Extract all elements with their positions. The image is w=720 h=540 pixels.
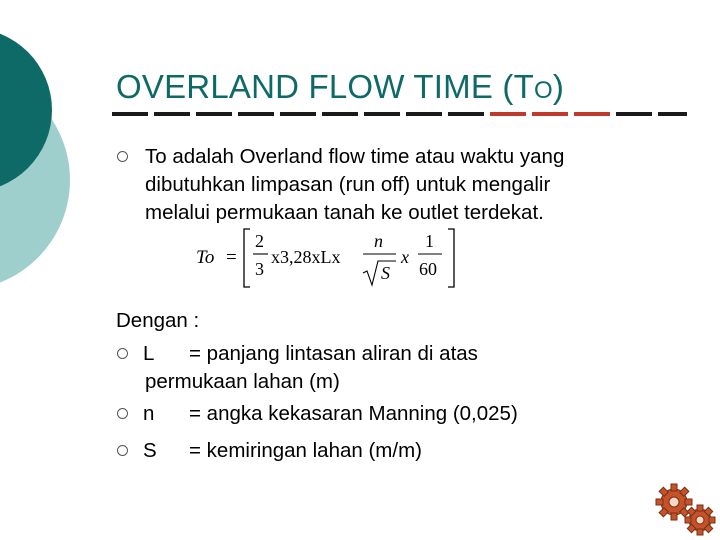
formula-times: x [401, 247, 409, 267]
rule-segment [238, 112, 274, 116]
formula-middle: x3,28xLx [271, 247, 341, 267]
left-bracket [244, 229, 250, 287]
sqrt-icon [363, 261, 396, 285]
definition-L-cont: permukaan lahan (m) [145, 370, 340, 393]
rule-segment [448, 112, 484, 116]
frac1-den: 3 [255, 259, 264, 279]
title-close: ) [552, 68, 565, 105]
rule-segment [112, 112, 148, 116]
formula [192, 225, 467, 291]
rule-segment [490, 112, 526, 116]
frac2-num: n [374, 231, 383, 251]
definition-text: = angka kekasaran Manning (0,025) [189, 402, 518, 425]
frac3-num: 1 [425, 231, 434, 251]
bullet1-line3: melalui permukaan tanah ke outlet terdekat. [145, 201, 544, 224]
frac1-num: 2 [255, 231, 264, 251]
decorative-circles [0, 0, 80, 300]
bullet-icon [117, 445, 128, 456]
title-underline [112, 112, 687, 118]
definition-n [143, 401, 518, 427]
rule-segment [364, 112, 400, 116]
definition-symbol: S [143, 439, 157, 462]
bullet-icon [117, 151, 128, 162]
frac2-den: S [381, 263, 390, 283]
rule-segment [574, 112, 610, 116]
bullet-icon [117, 348, 128, 359]
rule-segment [406, 112, 442, 116]
rule-segment [532, 112, 568, 116]
definition-L [143, 341, 478, 367]
rule-segment [658, 112, 687, 116]
right-bracket [448, 229, 454, 287]
bullet-icon [117, 408, 128, 419]
rule-segment [196, 112, 232, 116]
rule-segment [322, 112, 358, 116]
definition-text: = kemiringan lahan (m/m) [189, 439, 422, 462]
title-subscript: O [533, 77, 553, 104]
rule-segment [616, 112, 652, 116]
bullet1-line1: To adalah Overland flow time atau waktu yang [145, 145, 565, 168]
definition-symbol: n [143, 402, 155, 425]
bullet1-line2: dibutuhkan limpasan (run off) untuk mengalir [145, 173, 551, 196]
rule-segment [280, 112, 316, 116]
rule-segment [154, 112, 190, 116]
definition-symbol: L [143, 342, 155, 365]
title-main: OVERLAND FLOW TIME (T [116, 68, 534, 105]
formula-equals: = [226, 247, 237, 268]
frac3-den: 60 [419, 259, 437, 279]
slide-title [116, 68, 564, 106]
definition-text: = panjang lintasan aliran di atas [189, 342, 478, 365]
formula-lhs: To [196, 247, 215, 268]
definition-S [143, 438, 422, 464]
dengan-label: Dengan : [116, 309, 200, 332]
gears-icon [652, 482, 720, 540]
